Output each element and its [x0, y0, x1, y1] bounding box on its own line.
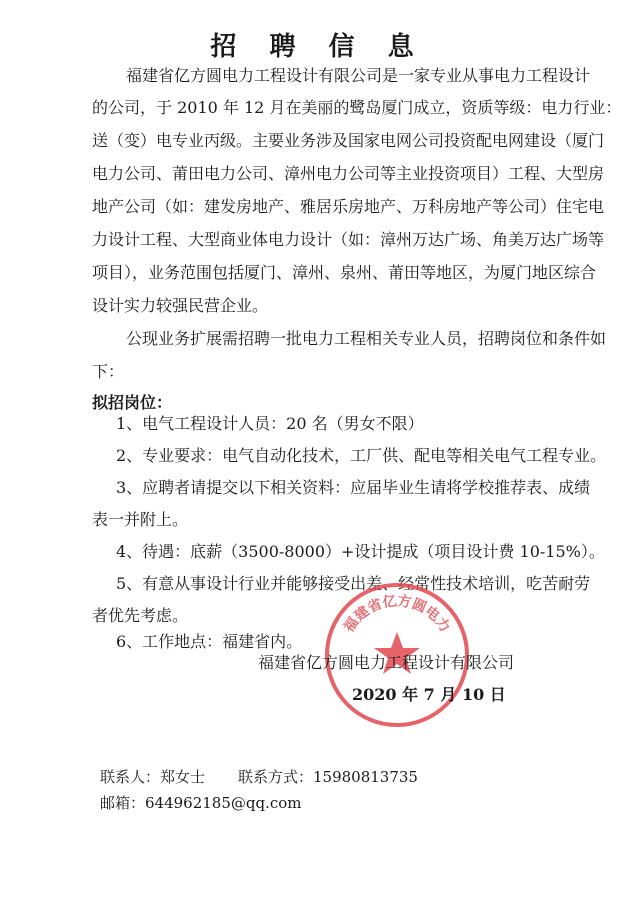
job-item: 5、有意从事设计行业并能够接受出差、经常性技术培训，吃苦耐劳: [116, 574, 591, 593]
job-item: 1、电气工程设计人员：20 名（男女不限）: [116, 414, 424, 433]
intro-line: 福建省亿方圆电力工程设计有限公司是一家专业从事电力工程设计: [126, 66, 591, 85]
contact-phone: 联系方式：15980813735: [238, 768, 418, 786]
intro-line: 送（变）电专业丙级。主要业务涉及国家电网公司投资配电网建设（厦门: [92, 131, 605, 150]
section-heading: 拟招岗位：: [92, 393, 173, 412]
company-signature: 福建省亿方圆电力工程设计有限公司: [258, 653, 515, 672]
seal-text: 福建省亿方圆电力: [341, 593, 453, 636]
contact-email: 邮箱：644962185@qq.com: [100, 794, 302, 812]
document-title: 招 聘 信 息: [210, 32, 426, 62]
intro-line: 项目），业务范围包括厦门、漳州、泉州、莆田等地区，为厦门地区综合: [92, 263, 597, 282]
intro-line: 设计实力较强民营企业。: [92, 296, 269, 315]
job-item-continued: 表一并附上。: [92, 510, 189, 529]
job-item-continued: 者优先考虑。: [92, 606, 189, 625]
job-item: 3、应聘者请提交以下相关资料：应届毕业生请将学校推荐表、成绩: [116, 478, 591, 497]
intro-line: 电力公司、莆田电力公司、漳州电力公司等主业投资项目）工程、大型房: [92, 164, 605, 183]
job-item: 6、工作地点：福建省内。: [116, 632, 303, 651]
expand-line: 公现业务扩展需招聘一批电力工程相关专业人员，招聘岗位和条件如: [126, 329, 607, 348]
intro-line: 力设计工程、大型商业体电力设计（如：漳州万达广场、角美万达广场等: [92, 230, 605, 249]
expand-line: 下：: [92, 362, 125, 381]
job-item: 2、专业要求：电气自动化技术，工厂供、配电等相关电气工程专业。: [116, 446, 607, 465]
document-date: 2020 年 7 月 10 日: [352, 685, 506, 704]
contact-person: 联系人：郑女士: [100, 768, 206, 786]
intro-line: 地产公司（如：建发房地产、雅居乐房地产、万科房地产等公司）住宅电: [92, 197, 605, 216]
intro-line: 的公司，于 2010 年 12 月在美丽的鹭岛厦门成立，资质等级：电力行业：: [92, 98, 622, 117]
job-item: 4、待遇：底薪（3500-8000）+设计提成（项目设计费 10-15%）。: [116, 542, 605, 561]
